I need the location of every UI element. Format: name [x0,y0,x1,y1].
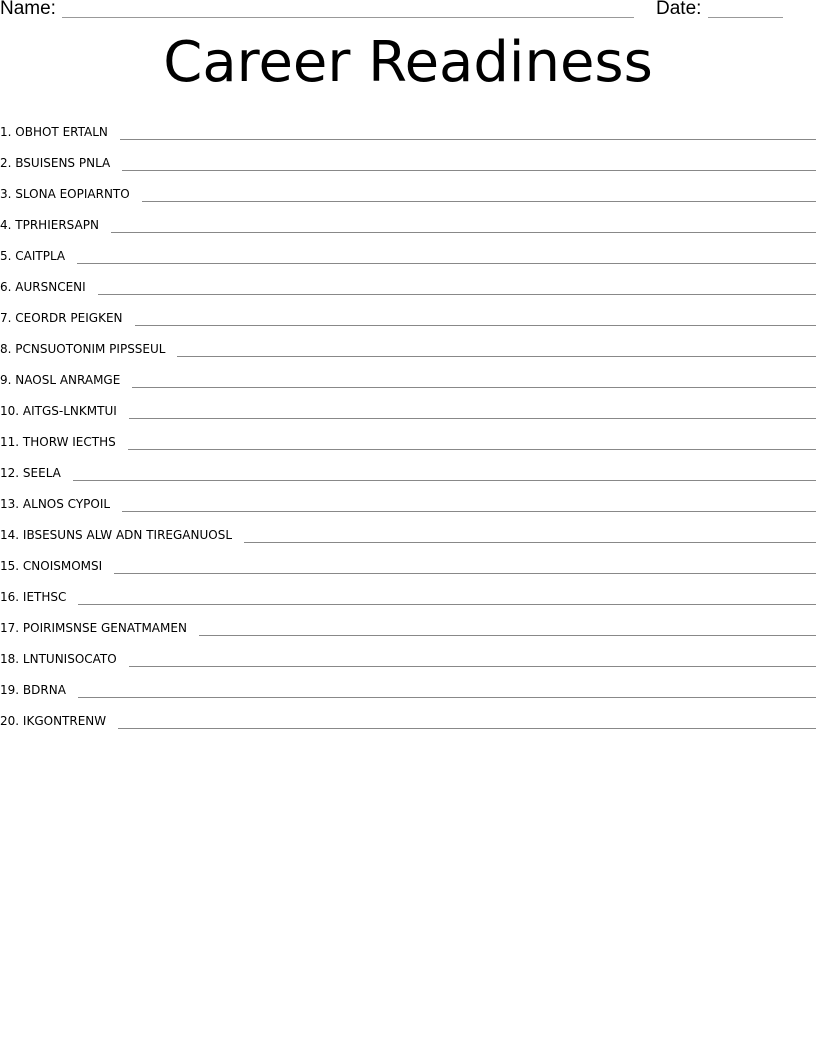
scrambled-word: BSUISENS PNLA [15,156,111,170]
answer-line[interactable] [122,510,816,512]
scrambled-word: SLONA EOPIARNTO [15,187,130,201]
question-text [0,494,110,514]
question-number: 19. [0,683,20,697]
name-field[interactable] [62,17,634,18]
question-number: 11. [0,435,20,449]
question-text [0,556,102,576]
answer-line[interactable] [135,324,816,326]
question-text [0,370,120,390]
question-number: 14. [0,528,20,542]
question-row [0,173,816,204]
question-row [0,545,816,576]
scrambled-word: SEELA [22,466,61,480]
question-number: 6. [0,280,12,294]
question-text [0,432,116,452]
question-row [0,142,816,173]
question-number: 4. [0,218,12,232]
question-row [0,266,816,297]
answer-line[interactable] [98,293,816,295]
question-number: 3. [0,187,12,201]
answer-line[interactable] [73,479,816,481]
question-text [0,618,187,638]
question-row [0,204,816,235]
question-number: 13. [0,497,20,511]
question-number: 18. [0,652,20,666]
question-row [0,390,816,421]
answer-line[interactable] [244,541,816,543]
question-text [0,184,130,204]
question-row [0,235,816,266]
question-text [0,680,66,700]
page-title: Career Readiness [163,30,653,95]
answer-line[interactable] [129,417,816,419]
question-number: 12. [0,466,20,480]
question-text [0,463,61,483]
scrambled-word: THORW IECTHS [22,435,116,449]
scrambled-word: IBSESUNS ALW ADN TIREGANUOSL [22,528,233,542]
answer-line[interactable] [177,355,816,357]
question-text [0,153,110,173]
answer-line[interactable] [122,169,816,171]
question-number: 16. [0,590,20,604]
scrambled-word: CAITPLA [15,249,66,263]
scrambled-word: AITGS-LNKMTUI [22,404,117,418]
scrambled-word: CEORDR PEIGKEN [15,311,123,325]
answer-line[interactable] [78,603,816,605]
question-text [0,308,123,328]
question-number: 17. [0,621,20,635]
answer-line[interactable] [199,634,816,636]
scrambled-word: OBHOT ERTALN [15,125,108,139]
question-text [0,277,86,297]
question-number: 20. [0,714,20,728]
question-number: 7. [0,311,12,325]
name-label: Name: [0,0,56,19]
scrambled-word: TPRHIERSAPN [15,218,99,232]
question-text [0,339,165,359]
answer-line[interactable] [111,231,816,233]
question-row [0,328,816,359]
question-number: 5. [0,249,12,263]
answer-line[interactable] [142,200,816,202]
question-row [0,638,816,669]
answer-line[interactable] [120,138,816,140]
question-row [0,421,816,452]
answer-line[interactable] [128,448,816,450]
scrambled-word: AURSNCENI [15,280,86,294]
question-row [0,514,816,545]
scrambled-word: LNTUNISOCATO [22,652,117,666]
question-number: 8. [0,342,12,356]
question-text [0,246,65,266]
question-number: 15. [0,559,20,573]
scrambled-word: PCNSUOTONIM PIPSSEUL [15,342,166,356]
question-row [0,700,816,731]
scrambled-word: NAOSL ANRAMGE [15,373,121,387]
question-row [0,669,816,700]
answer-line[interactable] [118,727,816,729]
answer-line[interactable] [77,262,816,264]
question-row [0,576,816,607]
scrambled-word: CNOISMOMSI [22,559,103,573]
answer-line[interactable] [132,386,816,388]
question-row [0,452,816,483]
question-list [0,111,816,731]
scrambled-word: POIRIMSNSE GENATMAMEN [22,621,187,635]
scrambled-word: ALNOS CYPOIL [22,497,111,511]
question-number: 9. [0,373,12,387]
scrambled-word: BDRNA [22,683,66,697]
question-row [0,359,816,390]
question-row [0,111,816,142]
question-row [0,607,816,638]
question-text [0,649,117,669]
question-text [0,122,108,142]
answer-line[interactable] [129,665,816,667]
worksheet-header [0,0,816,24]
question-number: 1. [0,125,12,139]
question-text [0,587,66,607]
question-number: 10. [0,404,20,418]
question-row [0,483,816,514]
scrambled-word: IKGONTRENW [22,714,107,728]
question-number: 2. [0,156,12,170]
question-text [0,525,232,545]
answer-line[interactable] [78,696,816,698]
question-row [0,297,816,328]
question-text [0,401,117,421]
scrambled-word: IETHSC [22,590,67,604]
answer-line[interactable] [114,572,816,574]
date-label: Date: [656,0,702,19]
question-text [0,711,106,731]
question-text [0,215,99,235]
date-field[interactable] [708,17,783,18]
